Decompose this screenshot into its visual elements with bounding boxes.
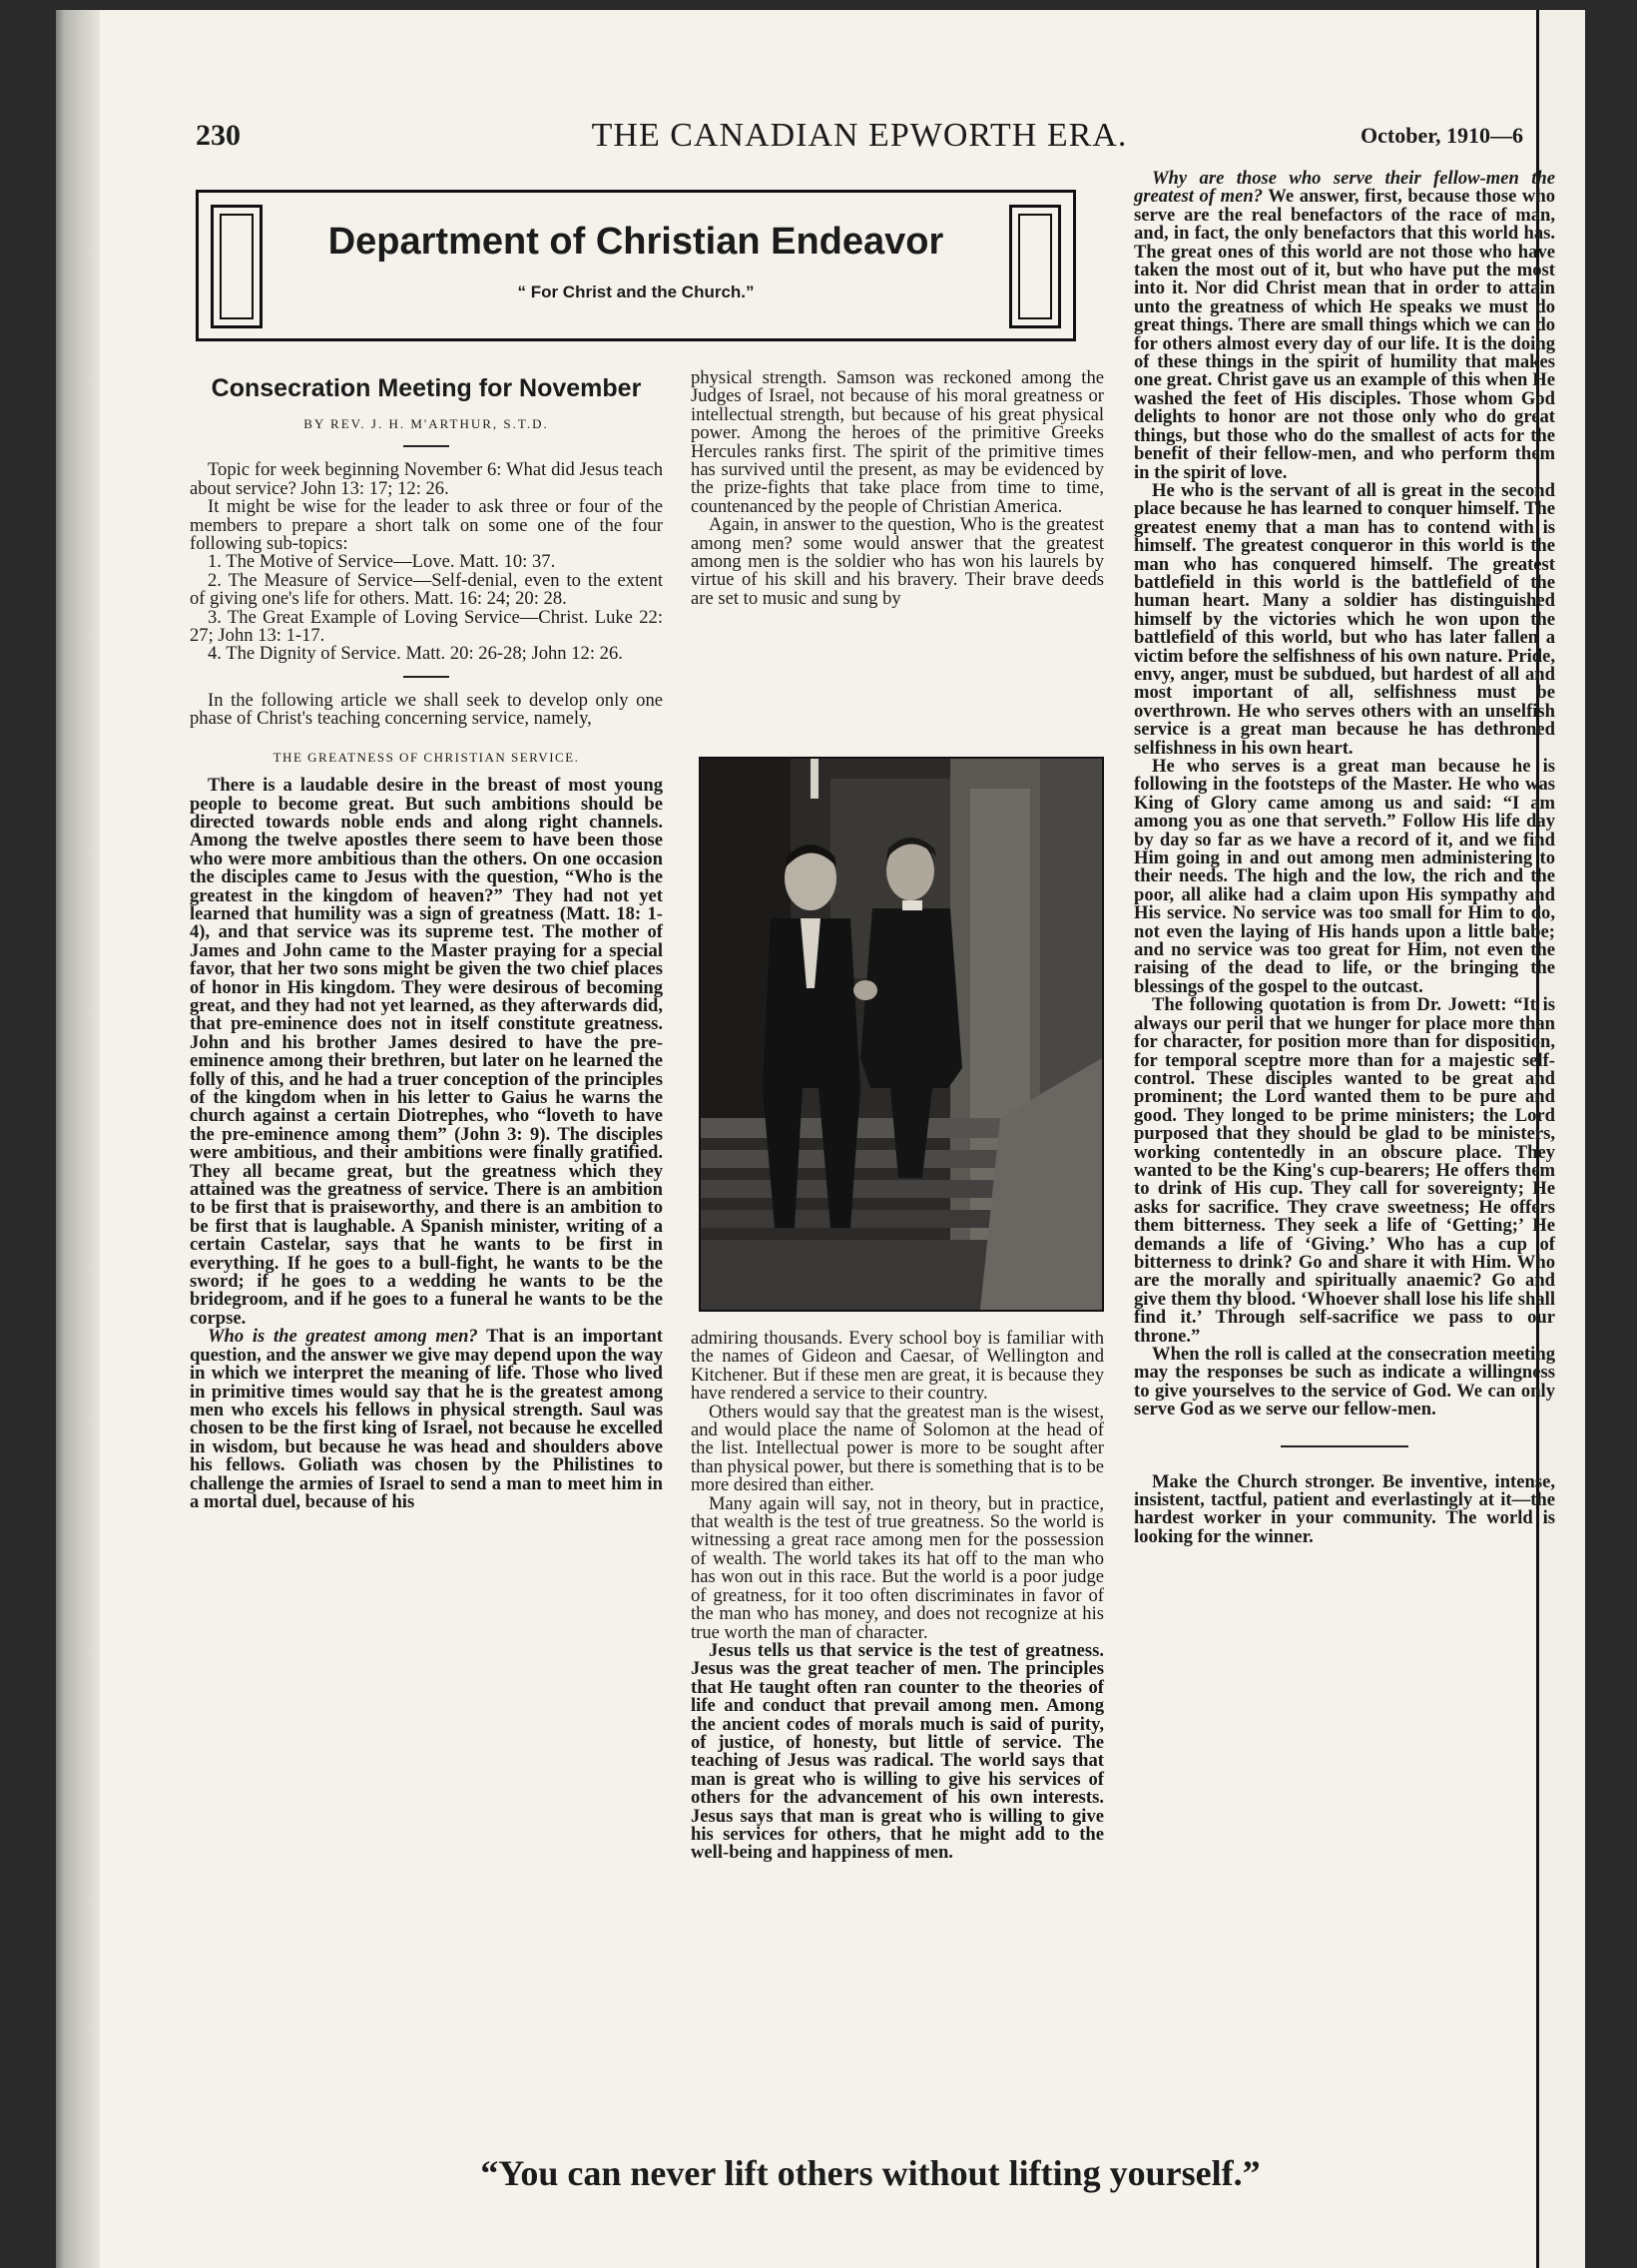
body-paragraph: There is a laudable desire in the breast of most young people to become great. But such ambitions should be directed towards noble ends and along right channels. Among the twelve apostles there seem to have been those who were more ambitious than the others. On one occasion the disciples came to Jesus with the question, “Who is the greatest in the kingdom of heaven?” They had not yet learned that humility was a sign of greatness (Matt. 18: 1-4), and that service was its supreme test. The mother of James and John came to the Master praying for a special favor, that her two sons might be given the two chief places of honor in His kingdom. They were desirous of becoming great, and they had not yet learned, as they afterwards did, that pre-eminence does not in itself constitute greatness. John and his brother James desired to have the pre-eminence among their brethren, but later on he learned the folly of this, and he had a truer conception of the principles of the kingdom when in his letter to Gaius he warns the church against a certain Diotrephes, who “loveth to have the pre-eminence among them” (John 3: 9). The disciples were ambitious, and their ambitions were finally gratified. They all became great, but the greatness which they attained was the greatness of service. There is an ambition to be first that is praiseworthy, and there is an ambition to be first that is laughable. A Spanish minister, writing of a certain Castelar, says that he wants to be first in everything. If he goes to a bull-fight, he wants to be the sword; if he goes to a wedding he wants to be the bridegroom, and if he goes to a funeral he wants to be the corpse. [190,775,663,1329]
publication-title: THE CANADIAN EPWORTH ERA. [591,117,1128,154]
footer-quote: “You can never lift others without lifting yourself.” [480,2153,1261,2193]
banner-ornament-left [211,205,263,328]
question-italic: Why are those who serve their fellow-men the greatest of men? [1134,168,1555,208]
magazine-page [56,10,1585,2268]
lead-paragraph: In the following article we shall seek to develop only one phase of Christ's teaching concerning service, namely, [190,689,663,730]
intro-paragraph: Topic for week beginning November 6: What did Jesus teach about service? John 13: 17; 12: 26. [190,459,663,499]
issue-date: October, 1910—6 [1361,123,1523,148]
body-paragraph: Others would say that the greatest man is the wisest, and would place the name of Solomon at the head of the list. Intellectual power is more to be sought after than physical power, but there is something that is to be more desired than either. [691,1401,1104,1496]
intro-paragraph: It might be wise for the leader to ask three or four of the members to prepare a short talk on some one of the four following sub-topics: [190,496,663,555]
subtopic-item: 4. The Dignity of Service. Matt. 20: 26-28; John 12: 26. [208,643,623,665]
body-paragraph: admiring thousands. Every school boy is familiar with the names of Gideon and Caesar, of Wellington and Kitchener. But if these men are great, it is because they have rendered a service to their country. [691,1328,1104,1405]
subtopic-item: 2. The Measure of Service—Self-denial, even to the extent of giving one's life for others. Matt. 16: 24; 20: 28. [190,569,663,610]
body-paragraph [190,1328,663,1511]
photograph-two-men-on-steps [699,757,1104,1312]
question-italic: Who is the greatest among men? [208,1326,478,1348]
question-answer: We answer, first, because those who serve are the real benefactors of the race of man, and, in fact, the only benefactors that this world has. The great ones of this world are not those who have taken the most out of it, but who have put the most into it. Nor did Christ mean that in order to attain unto the greatness of which He speaks we must do great things. There are small things which we can do for others almost every day of our life. It is the doing of these things in the spirit of humility that makes one great. Christ gave us an example of this when He washed the feet of His disciples. Those whom God delights to honor are not those only who do great things, but those who do the smallest of acts for the benefit of their fellow-men, and who perform them in the spirit of love. [1134,186,1556,483]
body-paragraph: When the roll is called at the consecration meeting may the responses be such as indicate a willingness to give yourselves to the service of God. We can only serve God as we serve our fellow-men. [1134,1344,1555,1420]
filler-paragraph: Make the Church stronger. Be inventive, intense, insistent, tactful, patient and everlastingly at it—the hardest worker in your community. The world is looking for the winner. [1134,1470,1555,1547]
column-2-bottom [691,1330,1104,1863]
body-paragraph: He who serves is a great man because he is following in the footsteps of the Master. He who was King of Glory came among us and said: “I am among you as one that serveth.” Follow His life day by day so far as we have a record of it, and we find Him going in and out among men administering to their needs. The high and the low, the rich and the poor, all alike had a claim upon His sympathy and His service. No service was too small for Him to do, not even the laying of His hands upon a little babe; and no service was too great for Him, not even the raising of the dead to life, or the bringing the blessings of the gospel to the outcast. [1134,756,1555,997]
running-header [196,113,1523,163]
section-subhead: THE GREATNESS OF CHRISTIAN SERVICE. [273,749,580,765]
banner-ornament-right [1009,205,1061,328]
body-paragraph: physical strength. Samson was reckoned among the Judges of Israel, not because of his moral greatness or intellectual strength, but because of his great physical power. Among the heroes of the primitive Greeks Hercules ranks first. The spirit of the primitive times has survived until the present, as may be evidenced by the prize-fights that take place from time to time, countenanced by the people of Christian America. [691,367,1104,517]
question-answer: That is an important question, and the answer we give may depend upon the way in which we interpret the meaning of life. Those who lived in primitive times would say that he is the greatest among men who excels his fellows in physical strength. Saul was chosen to be the first king of Israel, not because he excelled in wisdom, but because he was head and shoulders above his fellows. Goliath was chosen by the Philistines to challenge the armies of Israel to send a man to meet him in a mortal duel, because of his [190,1326,663,1512]
book-binding [56,10,100,2268]
divider [403,445,449,447]
subtopic-item: 1. The Motive of Service—Love. Matt. 10: 37. [208,551,556,573]
body-paragraph [1134,170,1555,482]
photograph-image [701,759,1102,1310]
column-1 [190,369,663,1511]
body-paragraph: Jesus tells us that service is the test of greatness. Jesus was the great teacher of men. The principles that He taught often ran counter to the theories of life and conduct that prevail among men. Among the ancient codes of morals much is said of purity, of justice, of honesty, but little of service. The teaching of Jesus was radical. The world says that man is great who is willing to give his services of others for the advancement of his own interests. Jesus says that man is great who is willing to give his services for others, that he might add to the well-being and happiness of men. [691,1639,1104,1864]
body-paragraph: Many again will say, not in theory, but in practice, that wealth is the test of true greatness. So the world is witnessing a great race among men for the possession of wealth. The world takes its hat off to the man who has won out in this race. But the world is a poor judge of greatness, for it too often discriminates in favor of the man who has money, and does not recognize at his true worth the man of character. [691,1492,1104,1643]
subtopic-item: 3. The Great Example of Loving Service—Christ. Luke 22: 27; John 13: 1-17. [190,606,663,647]
divider [1281,1445,1408,1447]
body-paragraph: Again, in answer to the question, Who is the greatest among men? some would answer that the greatest among men is the soldier who has won his laurels by virtue of his skill and his bravery. Their brave deeds are set to music and sung by [691,514,1104,609]
divider [403,676,449,678]
body-paragraph: The following quotation is from Dr. Jowett: “It is always our peril that we hunger for place more than for character, for position more than for disposition, for temporal sceptre more than for a majestic self-control. These disciples wanted to be great and prominent; the Lord wanted them to be pure and good. They longed to be prime ministers; the Lord purposed that they should be glad to be ministers, working contentedly in an obscure place. They wanted to be the King's cup-bearers; He offers them to drink of His cup. They call for sovereignty; He asks for sacrifice. They crave sweetness; He offers them bitterness. They seek a life of ‘Getting;’ He demands a life of ‘Giving.’ Who has a cup of bitterness to drink? Go and share it with Him. Who are the morally and spiritually anaemic? Go and give them thy blood. ‘Whoever shall lose his life shall find it.’ Through self-sacrifice we pass to our throne.” [1134,994,1555,1347]
department-motto: “ For Christ and the Church.” [517,283,755,301]
page-number: 230 [196,119,241,152]
article-title: Consecration Meeting for November [211,374,642,402]
body-paragraph: He who is the servant of all is great in the second place because he has learned to conquer himself. The greatest enemy that a man has to contend with is himself. The greatest conqueror in this world is the man who has conquered himself. The greatest battlefield in this world is the battlefield of the human heart. Many a soldier has distinguished himself by the victories which he won upon the battlefield of this world, but who has later fallen a victim before the selfishness of his own nature. Pride, envy, anger, must be subdued, but hardest of all and most important of all, selfishness must be overthrown. He who serves others with an unselfish service is a great man because he has dethroned selfishness in his own heart. [1134,479,1555,759]
department-title: Department of Christian Endeavor [327,221,944,263]
department-banner [196,190,1076,341]
article-byline: BY REV. J. H. M'ARTHUR, S.T.D. [303,416,549,431]
column-2-top [691,369,1104,608]
column-3 [1134,170,1555,1546]
